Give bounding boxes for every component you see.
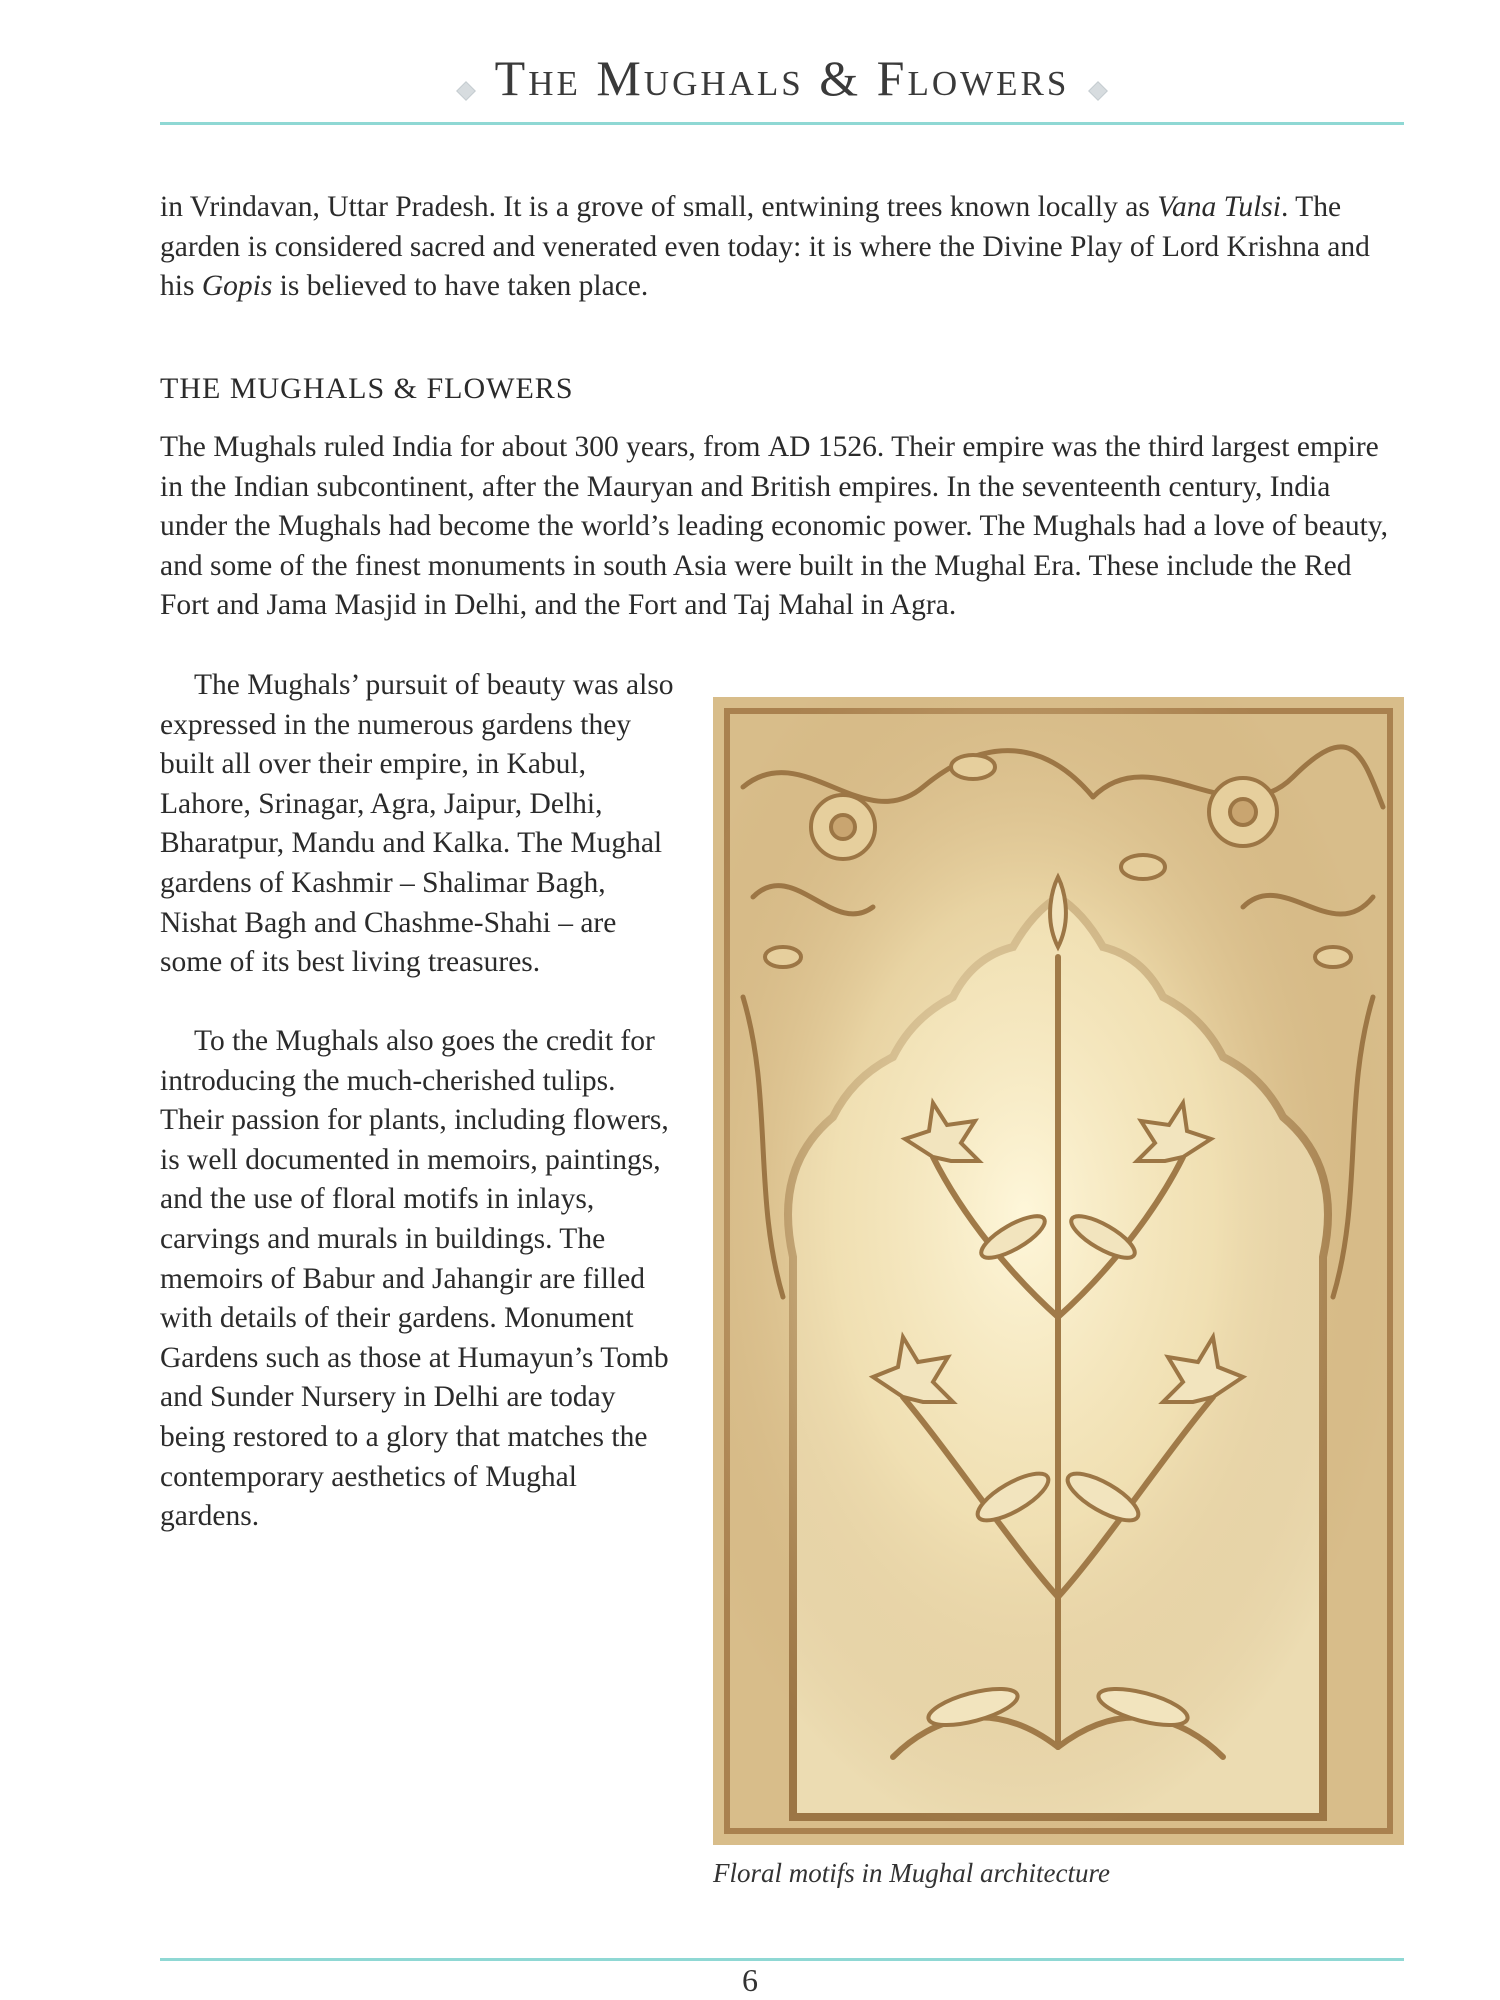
main-text-1: The Mughals ruled India for about 300 years, from <box>160 431 768 463</box>
header-rule <box>160 122 1404 125</box>
ornament-icon <box>1088 81 1108 101</box>
page-number: 6 <box>742 1962 758 1998</box>
figure-caption: Floral motifs in Mughal architecture <box>713 1858 1110 1888</box>
tulips-paragraph: To the Mughals also goes the credit for introducing the much-cherished tulips. Their passion for plants, including flowers, is well documented in memoirs, paintings, and the use of floral motifs in inlays, carvings and murals in buildings. The memoirs of Babur and Jahangir are filled with details of their gardens. Monument Gardens such as those at Humayun’s Tomb and Sunder Nursery in Delhi are today being restored to a glory that matches the contemporary aesthetics of Mughal gardens. <box>160 1025 669 1533</box>
main-paragraph <box>160 428 1404 626</box>
intro-text-3: is believed to have taken place. <box>272 270 649 303</box>
ornament-icon <box>456 81 476 101</box>
main-text-2: 1526. Their empire was the third largest empire in the Indian subcontinent, after the Mauryan and British empires. In the seventeenth century, India under the Mughals had become the world’s leading economic power. The Mughals had a love of beauty, and some of the finest monuments in south Asia were built in the Mughal Era. These include the Red Fort and Jama Masjid in Delhi, and the Fort and Taj Mahal in Agra. <box>160 431 1389 622</box>
footer-rule <box>160 1958 1404 1961</box>
intro-emphasis-vana-tulsi: Vana Tulsi <box>1157 191 1281 223</box>
intro-text-1: in Vrindavan, Uttar Pradesh. It is a grove of small, entwining trees known locally as <box>160 191 1158 223</box>
intro-text-2: . The garden is considered sacred and venerated even today: it is where the Divine Play of Lord Krishna and his <box>160 191 1370 303</box>
running-header-title: The Mughals & Flowers <box>494 50 1070 106</box>
floral-carving-photo <box>713 697 1404 1845</box>
intro-emphasis-gopis: Gopis <box>201 270 273 303</box>
section-heading: THE MUGHALS & FLOWERS <box>160 372 574 405</box>
running-header <box>160 48 1404 108</box>
intro-paragraph <box>160 188 1404 307</box>
gardens-paragraph: The Mughals’ pursuit of beauty was also expressed in the numerous gardens they built all over their empire, in Kabul, Lahore, Srinagar, Agra, Jaipur, Delhi, Bharatpur, Mandu and Kalka. The Mughal gardens of Kashmir – Shalimar Bagh, Nishat Bagh and Chashme-Shahi – are some of its best living treasures. <box>160 669 674 979</box>
era-label: AD <box>767 431 811 463</box>
floral-carving-illustration <box>713 697 1404 1845</box>
